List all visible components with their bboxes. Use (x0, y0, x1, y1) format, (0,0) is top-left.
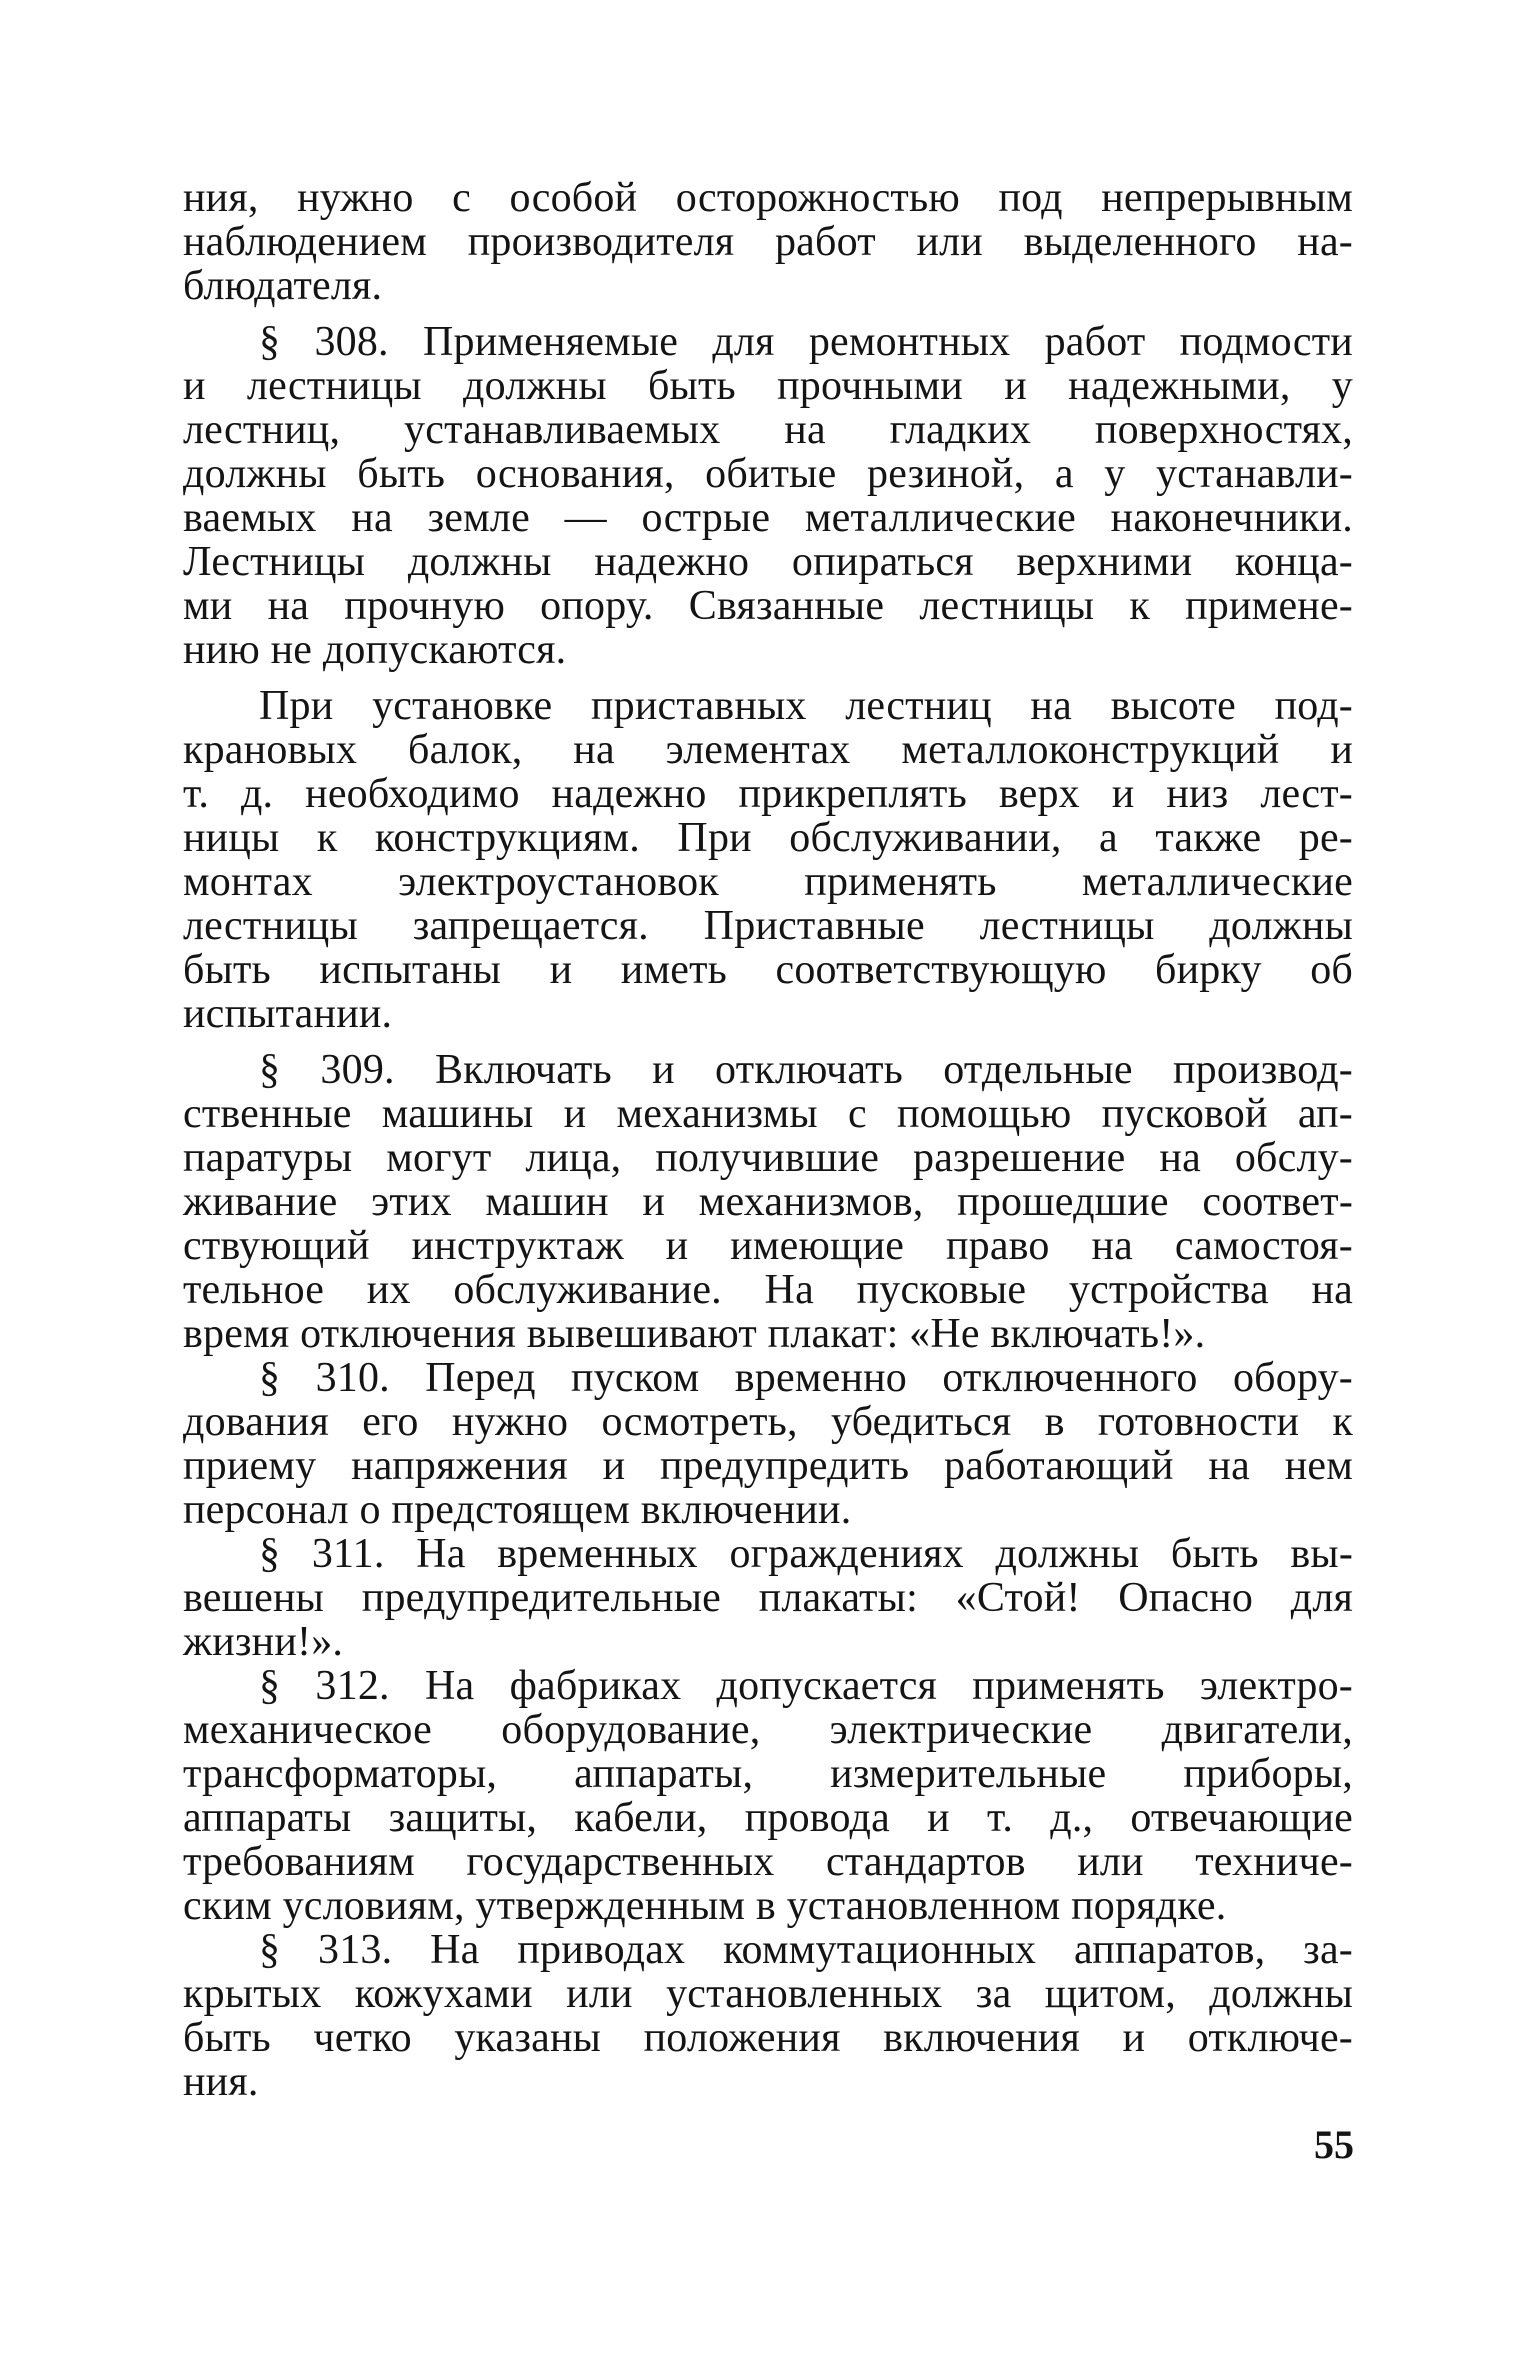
paragraph-section-308 (183, 320, 1353, 672)
text-line: ми на прочную опору. Связанные лестницы к примене- (183, 583, 1353, 629)
text-line: § 312. На фабриках допускается применять электро- (259, 1663, 1353, 1709)
paragraph-section-312 (183, 1664, 1353, 1928)
text-line: ственные машины и механизмы с помощью пусковой ап- (183, 1091, 1353, 1137)
text-line: лестницы запрещается. Приставные лестницы должны (183, 903, 1353, 949)
text-line: § 311. На временных ограждениях должны быть вы- (259, 1531, 1353, 1577)
text-line: При установке приставных лестниц на высоте под- (259, 683, 1353, 729)
text-line: блюдателя. (183, 263, 383, 309)
text-line: § 310. Перед пуском временно отключенного обору- (259, 1355, 1353, 1401)
text-line: ницы к конструкциям. При обслуживании, а также ре- (183, 815, 1353, 861)
text-line: персонал о предстоящем включении. (183, 1487, 852, 1533)
paragraph-section-309 (183, 1048, 1353, 1356)
text-line: приему напряжения и предупредить работающий на нем (183, 1443, 1353, 1489)
text-line: аппараты защиты, кабели, провода и т. д., отвечающие (183, 1795, 1353, 1841)
text-line: жизни!». (183, 1619, 344, 1665)
text-line: трансформаторы, аппараты, измерительные приборы, (183, 1751, 1353, 1797)
paragraph-continuation (183, 176, 1353, 308)
text-line: т. д. необходимо надежно прикреплять верх и низ лест- (183, 771, 1353, 817)
paragraph-section-311 (183, 1532, 1353, 1664)
text-line: вешены предупредительные плакаты: «Стой! Опасно для (183, 1575, 1353, 1621)
text-line: быть испытаны и иметь соответствующую бирку об (183, 947, 1353, 993)
text-line: § 308. Применяемые для ремонтных работ подмости (259, 319, 1353, 365)
text-line: требованиям государственных стандартов или техниче- (183, 1839, 1353, 1885)
text-line: испытании. (183, 991, 393, 1037)
text-line: крановых балок, на элементах металлоконструкций и (183, 727, 1353, 773)
text-line: быть четко указаны положения включения и отключе- (183, 2015, 1353, 2061)
text-line: механическое оборудование, электрические двигатели, (183, 1707, 1353, 1753)
text-line: тельное их обслуживание. На пусковые устройства на (183, 1267, 1353, 1313)
page-number: 55 (1314, 2122, 1354, 2167)
text-line: § 309. Включать и отключать отдельные производ- (259, 1047, 1353, 1093)
text-line: ния, нужно с особой осторожностью под непрерывным (183, 175, 1353, 221)
text-line: время отключения вывешивают плакат: «Не включать!». (183, 1311, 1206, 1357)
text-line: лестниц, устанавливаемых на гладких поверхностях, (183, 407, 1353, 453)
text-line: монтах электроустановок применять металлические (183, 859, 1353, 905)
paragraph-section-308-ladders (183, 684, 1353, 1036)
text-line: должны быть основания, обитые резиной, а у устанавли- (183, 451, 1353, 497)
text-line: ваемых на земле — острые металлические наконечники. (183, 495, 1353, 541)
text-line: крытых кожухами или установленных за щитом, должны (183, 1971, 1353, 2017)
text-line: ствующий инструктаж и имеющие право на самостоя- (183, 1223, 1353, 1269)
paragraph-section-313 (183, 1928, 1353, 2104)
text-line: наблюдением производителя работ или выделенного на- (183, 219, 1353, 265)
text-line: § 313. На приводах коммутационных аппаратов, за- (259, 1927, 1353, 1973)
text-line: дования его нужно осмотреть, убедиться в готовности к (183, 1399, 1353, 1445)
text-line: паратуры могут лица, получившие разрешение на обслу- (183, 1135, 1353, 1181)
text-line: и лестницы должны быть прочными и надежными, у (183, 363, 1353, 409)
paragraph-section-310 (183, 1356, 1353, 1532)
text-line: Лестницы должны надежно опираться верхними конца- (183, 539, 1353, 585)
text-line: живание этих машин и механизмов, прошедшие соответ- (183, 1179, 1353, 1225)
text-line: нию не допускаются. (183, 627, 567, 673)
text-line: ским условиям, утвержденным в установленном порядке. (183, 1883, 1227, 1929)
page-body-text (183, 176, 1353, 2104)
text-line: ния. (183, 2059, 259, 2105)
